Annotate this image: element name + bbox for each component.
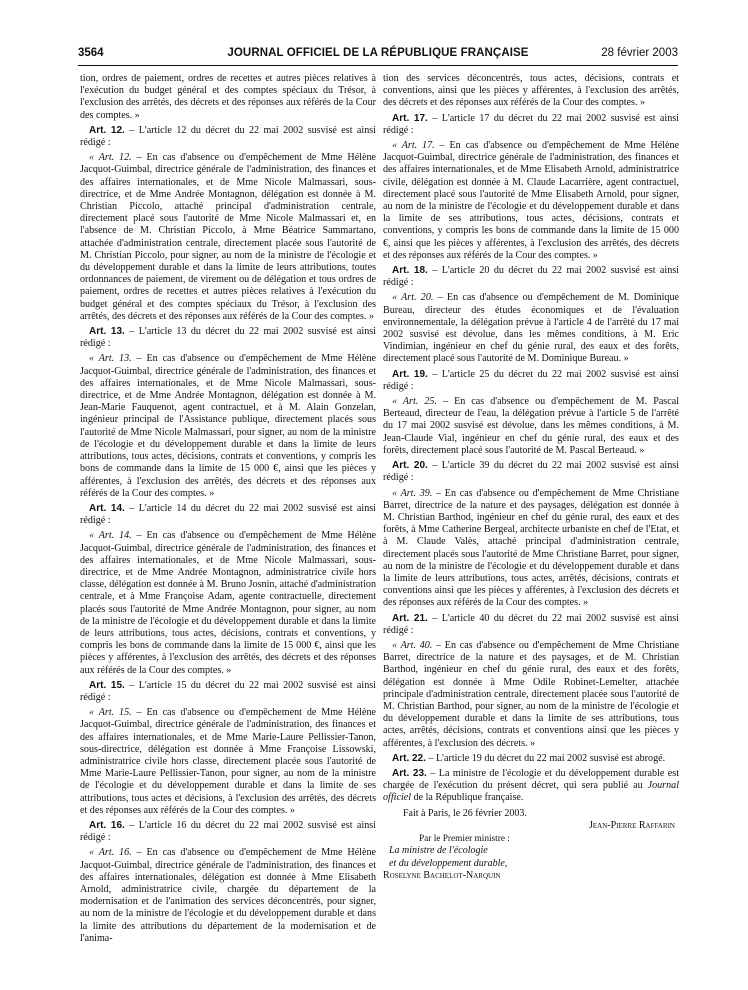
- article-22: Art. 22. – L'article 19 du décret du 22 mai 2002 susvisé est abrogé.: [392, 752, 666, 764]
- article-12-text: « Art. 12. – En cas d'absence ou d'empêchement de Mme Hélène Jacquot-Guimbal, directrice générale de l'administration, des finances et des affaires internationales, et de Mme Nicole Malmassari, sous-directrice, et de Mme Andrée Montagnon, délégation est donnée à M. Christian Piccolo, attaché principal d'administration centrale, directement placé sous l'autorité de Mme Nicole Malmassari et, en l'absence de M. Christian Piccolo, à Mme Béatrice Sammartano, attachée d'administration centrale, directement placée sous l'autorité de M. Christian Piccolo, pour signer, au nom de la ministre de l'écologie et du développement durable et dans la limite de leurs attributions, toutes ordonnances de paiement, de virement ou de délégation et tous ordres de paiement, ordres de recettes et autres pièces relatives à l'exécution du budget général et des comptes spéciaux du Trésor, à l'exclusion des arrêtés, des décrets et des réponses aux référés de la Cour des comptes. »: [80, 152, 376, 322]
- signer-name: Jean-Pierre Raffarin: [589, 820, 675, 832]
- page-header: [78, 47, 678, 63]
- article-14-text: « Art. 14. – En cas d'absence ou d'empêchement de Mme Hélène Jacquot-Guimbal, directrice générale de l'administration, des finances et des affaires internationales, et de Mme Nicole Malmassari, sous-directrice, et de Mme Andrée Montagnon, administratrice civile hors classe, délégation est donnée à M. Bruno Josnin, attaché d'administration centrale, et à Mme Françoise Adam, agente contractuelle, directement placés sous l'autorité de Mme Andrée Montagnon, pour signer, au nom de la ministre de l'écologie et du développement durable et dans la limite de leurs attributions, tous actes, décisions, contrats et conventions, y compris les bons de commande dans la limite de 15 000 €, ainsi que les pièces y afférentes, à l'exclusion des arrêtés, des décrets et des réponses aux référés de la Cour des comptes. »: [80, 530, 376, 676]
- article-14: Art. 14. – L'article 14 du décret du 22 mai 2002 susvisé est ainsi rédigé :: [80, 502, 376, 527]
- article-19: Art. 19. – L'article 25 du décret du 22 mai 2002 susvisé est ainsi rédigé :: [383, 368, 679, 392]
- left-column: [80, 73, 376, 948]
- article-19-text: « Art. 25. – En cas d'absence ou d'empêchement de M. Pascal Berteaud, directeur de l'eau, la délégation prévue à l'article 5 de l'arrêté du 17 mai 2002 susvisé est dévolue, dans les mêmes conditions, à M. Jean-Claude Vial, ingénieur en chef du génie rural, des eaux et des forêts, directement placé sous l'autorité de M. Pascal Berteaud. »: [383, 396, 679, 456]
- article-23: Art. 23. – La ministre de l'écologie et du développement durable est chargée de l'exécution du présent décret, qui sera publié au Journal officiel de la République française.: [383, 767, 679, 804]
- minister-name: Roselyne Bachelot-Narquin: [383, 870, 501, 882]
- article-13: Art. 13. – L'article 13 du décret du 22 mai 2002 susvisé est ainsi rédigé :: [80, 326, 376, 350]
- minister-title: La ministre de l'écologie et du développement durable,: [389, 845, 508, 869]
- article-20-text: « Art. 39. – En cas d'absence ou d'empêchement de Mme Christiane Barret, directrice de la nature et des paysages, délégation est donnée à M. Christian Barthod, ingénieur en chef du génie rural, des eaux et des forêts, à Mme Catherine Bergeal, architecte urbaniste en chef de l'Etat, et à M. Claude Valès, attaché principal d'administration centrale, directement placés sous l'autorité de Mme Christiane Barret, pour signer, au nom de la ministre de l'écologie et du développement durable et dans la limite de leurs attributions, tous actes, arrêtés, décisions, contrats et conventions ainsi que les pièces y afférentes, à l'exclusion des décrets et des réponses aux référés de la Cour des comptes. »: [383, 487, 679, 609]
- right-column: [383, 73, 679, 883]
- page-number: 3564: [78, 47, 104, 59]
- article-20: Art. 20. – L'article 39 du décret du 22 mai 2002 susvisé est ainsi rédigé :: [383, 460, 679, 484]
- journal-title: JOURNAL OFFICIEL DE LA RÉPUBLIQUE FRANÇAISE: [227, 47, 529, 59]
- article-16-text: « Art. 16. – En cas d'absence ou d'empêchement de Mme Hélène Jacquot-Guimbal, directrice générale de l'administration, des finances et des affaires internationales, délégation est donnée à Mme Elisabeth Arnold, administratrice civile, chargée du département de la modernisation et de l'animation des services déconcentrés, pour signer, au nom de la ministre de l'écologie et du développement durable et dans la limite des attributions du département de la modernisation et de l'anima-: [80, 847, 376, 944]
- article-18: Art. 18. – L'article 20 du décret du 22 mai 2002 susvisé est ainsi rédigé :: [383, 265, 679, 289]
- article-15: Art. 15. – L'article 15 du décret du 22 mai 2002 susvisé est ainsi rédigé :: [80, 679, 376, 703]
- paragraph: tion des services déconcentrés, tous actes, décisions, contrats et conventions, ainsi que les pièces y afférentes, à l'exclusion des arrêtés, des décrets et des réponses aux référés de la Cour des comptes. »: [383, 73, 679, 109]
- article-16: Art. 16. – L'article 16 du décret du 22 mai 2002 susvisé est ainsi rédigé :: [80, 819, 376, 844]
- article-17: Art. 17. – L'article 17 du décret du 22 mai 2002 susvisé est ainsi rédigé :: [383, 112, 679, 136]
- article-13-text: « Art. 13. – En cas d'absence ou d'empêchement de Mme Hélène Jacquot-Guimbal, directrice générale de l'administration, des finances et des affaires internationales, et de Mme Nicole Malmassari, sous-directrice, et de Mme Andrée Montagnon, délégation est donnée à M. Jean-Marie Fauquenot, agent contractuel, et à M. Alain Gonzelan, ingénieur principal de l'Assistance publique, directement placés sous l'autorité de Mme Nicole Malmassari, pour signer, au nom de la ministre de l'écologie et du développement durable et dans la limite de leurs attributions, tous actes, décisions, contrats et conventions, y compris les bons de commande dans la limite de 15 000 €, ainsi que les pièces y afférentes, à l'exclusion des arrêtés, des décrets et des réponses aux référés de la Cour des comptes. »: [80, 353, 376, 499]
- signature-block: [383, 808, 679, 883]
- article-18-text: « Art. 20. – En cas d'absence ou d'empêchement de M. Dominique Bureau, directeur des études économiques et de l'évaluation environnementale, la délégation prévue à l'article 4 de l'arrêté du 17 mai 2002 susvisé est dévolue, dans les mêmes conditions, à M. Eric Vindimian, ingénieur en chef du génie rural, des eaux et des forêts, directement placé sous l'autorité de M. Dominique Bureau. »: [383, 292, 679, 365]
- article-21-text: « Art. 40. – En cas d'absence ou d'empêchement de Mme Christiane Barret, directrice de la nature et des paysages, et de M. Christian Barthod, ingénieur en chef du génie rural, des eaux et des forêts, délégation est donnée à Mme Odile Robinet-Lemelter, attachée principale d'administration centrale, directement placée sous l'autorité de M. Christian Barthod, pour signer, au nom de la ministre de l'écologie et du développement durable et dans la limite de ses attributions, tous actes, arrêtés, décisions, contrats et conventions ainsi que les pièces y afférentes, à l'exclusion des décrets. »: [383, 639, 679, 749]
- article-21: Art. 21. – L'article 40 du décret du 22 mai 2002 susvisé est ainsi rédigé :: [383, 612, 679, 636]
- header-rule: [78, 65, 678, 66]
- issue-date: 28 février 2003: [601, 47, 678, 59]
- article-15-text: « Art. 15. – En cas d'absence ou d'empêchement de Mme Hélène Jacquot-Guimbal, directrice générale de l'administration, des finances et des affaires internationales, et de Mme Marie-Laure Pellissier-Tanon, sous-directrice, délégation est donnée à Mme Françoise Lissowski, administratrice civile hors classe, directement placée sous l'autorité de Mme Marie-Laure Pellissier-Tanon, pour signer, au nom de la ministre de l'écologie et du développement durable et dans la limite de ses attributions, tous actes et décisions, à l'exclusion des arrêtés, des décrets et des réponses aux référés de la Cour des comptes. »: [80, 707, 376, 816]
- place-date: Fait à Paris, le 26 février 2003.: [403, 807, 527, 819]
- article-12: Art. 12. – L'article 12 du décret du 22 mai 2002 susvisé est ainsi rédigé :: [80, 124, 376, 149]
- countersign-label: Par le Premier ministre :: [419, 833, 510, 844]
- paragraph: tion, ordres de paiement, ordres de recettes et autres pièces relatives à l'exécution du budget général et des comptes spéciaux du Trésor, à l'exclusion des arrêtés, des décrets et des réponses aux référés de la Cour des comptes. »: [80, 73, 376, 121]
- article-17-text: « Art. 17. – En cas d'absence ou d'empêchement de Mme Hélène Jacquot-Guimbal, directrice générale de l'administration, des finances et des affaires internationales, et de Mme Elisabeth Arnold, administratrice civile, délégation est donnée à M. Claude Lacarrière, agent contractuel, directement placé sous l'autorité de Mme Elisabeth Arnold, pour signer, au nom de la ministre de l'écologie et du développement durable et dans la limite de ses attributions, tous actes, décisions, contrats et conventions, y compris les bons de commande dans la limite de 15 000 €, ainsi que les pièces y afférentes, à l'exclusion des arrêtés, des décrets et des réponses aux référés de la Cour des comptes. »: [383, 140, 679, 261]
